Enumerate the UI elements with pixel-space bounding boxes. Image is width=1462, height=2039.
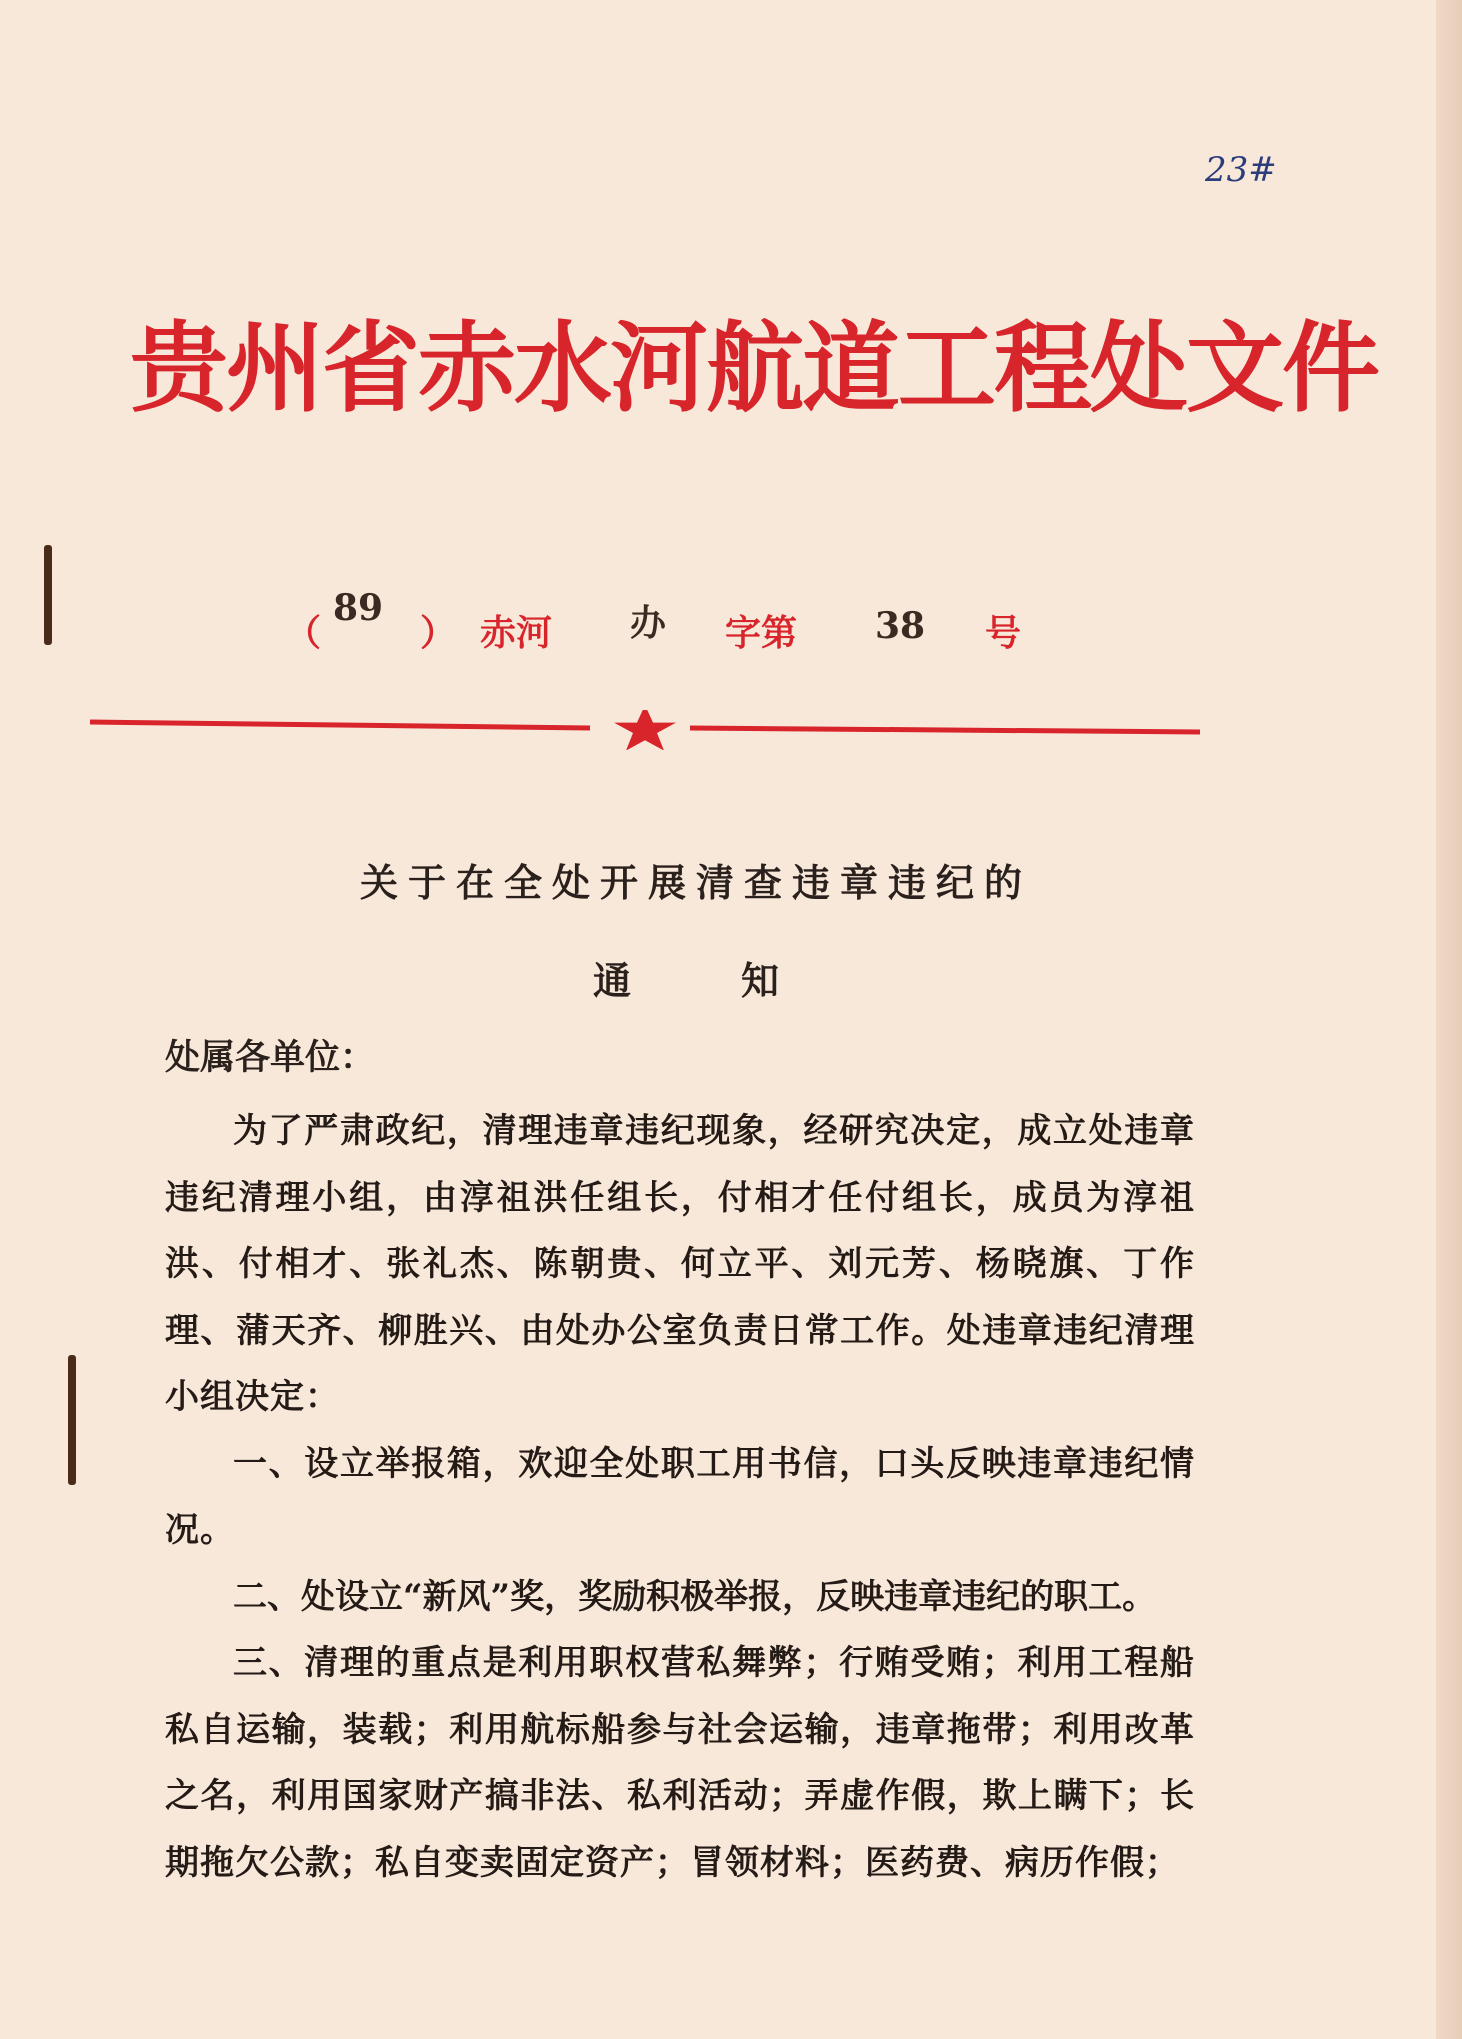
notice-title-line2: 通知 — [592, 958, 889, 1003]
star-icon — [614, 710, 676, 750]
doc-word-di: 字第 — [725, 612, 798, 654]
paragraph-item-3: 三、清理的重点是利用职权营私舞弊；行贿受贿；利用工程船私自运输，装载；利用航标船参与社会运输，违章拖带；利用改革之名，利用国家财产搞非法、私利活动；弄虚作假，欺上瞒下；长期拖欠公款；私自变卖固定资产；冒领材料；医药费、病历作假； — [165, 1643, 1195, 1883]
page-edge-shadow — [1436, 0, 1462, 2039]
paragraph-item-1: 一、设立举报箱，欢迎全处职工用书信，口头反映违章违纪情况。 — [165, 1443, 1195, 1550]
doc-org: 赤河 — [480, 612, 553, 654]
paragraph-intro: 为了严肃政纪，清理违章违纪现象，经研究决定，成立处违章违纪清理小组，由淳祖洪任组长，付相才任付组长，成员为淳祖洪、付相才、张礼杰、陈朝贵、何立平、刘元芳、杨晓旗、丁作理、蒲天齐、柳胜兴、由处办公室负责日常工作。处违章违纪清理小组决定： — [165, 1111, 1195, 1417]
doc-year: 89 — [333, 587, 384, 629]
notice-title-line1: 关于在全处开展清查违章违纪的 — [359, 860, 1032, 905]
paragraph-item-2: 二、处设立“新风”奖，奖励积极举报，反映违章违纪的职工。 — [233, 1576, 1157, 1617]
red-star-divider — [90, 710, 1200, 750]
handwritten-page-number: 23# — [1205, 150, 1277, 190]
open-paren: （ — [285, 612, 322, 654]
doc-serial-number: 38 — [875, 605, 926, 647]
close-paren: ） — [420, 612, 457, 654]
document-number — [285, 587, 1055, 665]
notice-body — [165, 1098, 1195, 1896]
staple-mark-bottom — [68, 1355, 76, 1485]
staple-mark-top — [44, 545, 52, 645]
doc-dept: 办 — [630, 602, 667, 644]
divider-line-right — [690, 728, 1200, 732]
doc-hao: 号 — [985, 612, 1022, 654]
salutation: 处属各单位： — [165, 1037, 376, 1078]
divider-line-left — [90, 722, 590, 728]
document-header-title: 贵州省赤水河航道工程处文件 — [130, 311, 1379, 426]
